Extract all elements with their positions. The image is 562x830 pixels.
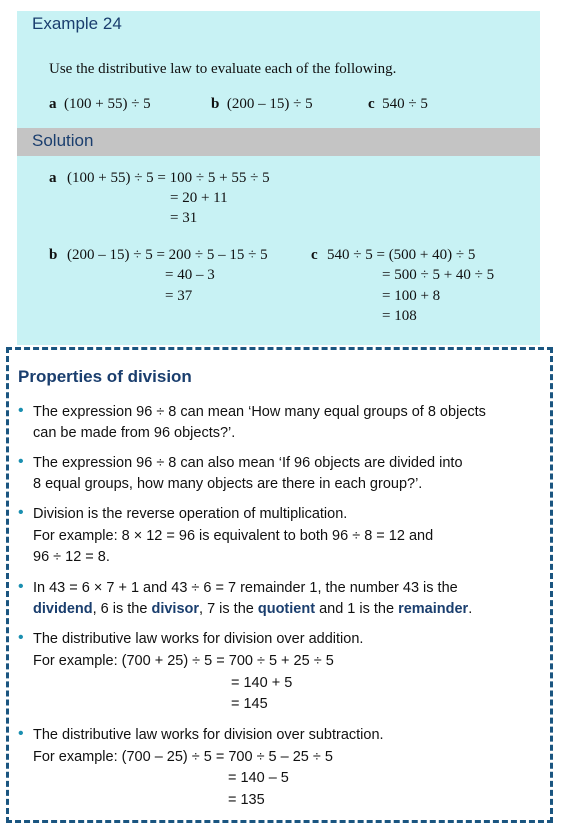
solution-c-line-3: = 100 + 8	[382, 288, 441, 304]
part-label: c	[368, 96, 375, 112]
solution-c-line-1: 540 ÷ 5 = (500 + 40) ÷ 5	[327, 247, 476, 263]
example-title: Example 24	[32, 14, 122, 33]
term-quotient: quotient	[257, 601, 316, 617]
property-6-line-3: = 140 – 5	[228, 770, 289, 786]
property-3-line-3: 96 ÷ 12 = 8.	[33, 549, 110, 565]
solution-b-line-2: = 40 – 3	[165, 267, 215, 283]
solution-a-line-1: (100 + 55) ÷ 5 = 100 ÷ 5 + 55 ÷ 5	[67, 170, 270, 186]
text-segment: , 7 is the	[199, 601, 258, 617]
solution-a-label: a	[49, 170, 57, 186]
term-divisor: divisor	[151, 601, 200, 617]
property-3-line-1: Division is the reverse operation of multiplication.	[33, 506, 348, 522]
bullet-icon: •	[18, 402, 24, 419]
term-dividend: dividend	[33, 601, 93, 617]
property-4-line-2	[33, 601, 472, 617]
solution-b-line-3: = 37	[165, 288, 193, 304]
example-part-c	[368, 96, 428, 113]
bullet-icon: •	[18, 504, 24, 521]
term-remainder: remainder	[398, 601, 469, 617]
property-1-line-2: can be made from 96 objects?’.	[33, 425, 236, 441]
example-part-b	[211, 96, 313, 113]
property-4-line-1: In 43 = 6 × 7 + 1 and 43 ÷ 6 = 7 remainder 1, the number 43 is the	[33, 580, 458, 596]
property-5-line-4: = 145	[231, 696, 268, 712]
part-label: b	[211, 96, 220, 112]
property-6-line-2: For example: (700 – 25) ÷ 5 = 700 ÷ 5 – 25 ÷ 5	[33, 749, 333, 765]
solution-b-label: b	[49, 247, 58, 263]
solution-b-line-1: (200 – 15) ÷ 5 = 200 ÷ 5 – 15 ÷ 5	[67, 247, 268, 263]
solution-c-line-2: = 500 ÷ 5 + 40 ÷ 5	[382, 267, 495, 283]
solution-title: Solution	[32, 131, 94, 150]
bullet-icon: •	[18, 725, 24, 742]
property-3-line-2: For example: 8 × 12 = 96 is equivalent to both 96 ÷ 8 = 12 and	[33, 528, 434, 544]
text-segment: and 1 is the	[315, 601, 399, 617]
properties-title: Properties of division	[18, 367, 192, 386]
part-label: a	[49, 96, 57, 112]
solution-bar	[17, 128, 540, 156]
property-6-line-1: The distributive law works for division over subtraction.	[33, 727, 384, 743]
part-expression: (100 + 55) ÷ 5	[64, 96, 151, 112]
example-part-a	[49, 96, 151, 113]
property-1-line-1: The expression 96 ÷ 8 can mean ‘How many equal groups of 8 objects	[33, 404, 486, 420]
bullet-icon: •	[18, 578, 24, 595]
part-expression: 540 ÷ 5	[382, 96, 428, 112]
solution-a-line-3: = 31	[170, 210, 198, 226]
part-expression: (200 – 15) ÷ 5	[226, 96, 313, 112]
solution-c-label: c	[311, 247, 318, 263]
property-5-line-2: For example: (700 + 25) ÷ 5 = 700 ÷ 5 + 25 ÷ 5	[33, 653, 334, 669]
text-segment: .	[468, 601, 473, 617]
property-5-line-1: The distributive law works for division over addition.	[33, 631, 364, 647]
text-segment: , 6 is the	[92, 601, 152, 617]
solution-c-line-4: = 108	[382, 308, 417, 324]
solution-a-line-2: = 20 + 11	[170, 190, 228, 206]
property-2-line-2: 8 equal groups, how many objects are there in each group?’.	[33, 476, 423, 492]
bullet-icon: •	[18, 629, 24, 646]
bullet-icon: •	[18, 453, 24, 470]
property-2-line-1: The expression 96 ÷ 8 can also mean ‘If 96 objects are divided into	[33, 455, 463, 471]
property-5-line-3: = 140 + 5	[231, 675, 293, 691]
property-6-line-4: = 135	[228, 792, 265, 808]
example-instruction: Use the distributive law to evaluate each of the following.	[49, 61, 397, 77]
